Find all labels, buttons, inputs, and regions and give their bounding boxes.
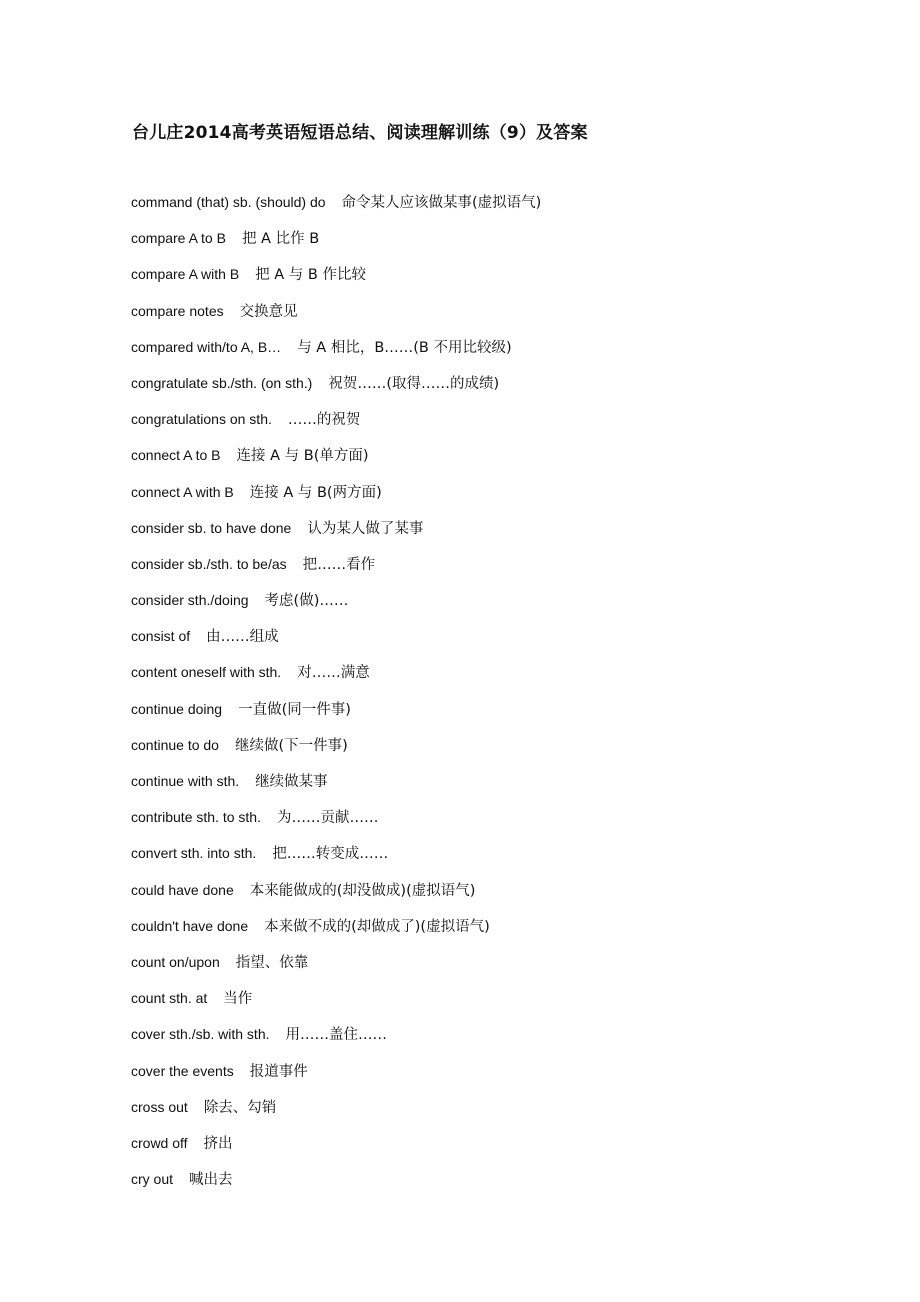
phrase-english: compare A with B bbox=[131, 266, 240, 283]
phrase-entry bbox=[131, 1131, 541, 1167]
phrase-entry bbox=[131, 480, 541, 516]
phrase-english: cross out bbox=[131, 1098, 188, 1115]
document-title: 台儿庄2014高考英语短语总结、阅读理解训练（9）及答案 bbox=[132, 123, 588, 143]
phrase-chinese: 把 A 比作 B bbox=[241, 231, 320, 248]
phrase-entry bbox=[131, 262, 541, 298]
phrase-english: could have done bbox=[131, 881, 234, 898]
phrase-english: compared with/to A, B… bbox=[131, 338, 282, 355]
phrase-chinese: 由……组成 bbox=[206, 629, 279, 646]
phrase-entry bbox=[131, 624, 541, 660]
phrase-entry bbox=[131, 878, 541, 914]
phrase-entry bbox=[131, 769, 541, 805]
phrase-entry bbox=[131, 660, 541, 696]
phrase-entry bbox=[131, 914, 541, 950]
phrase-english: cry out bbox=[131, 1171, 174, 1188]
phrase-english: content oneself with sth. bbox=[131, 664, 282, 681]
phrase-english: connect A with B bbox=[131, 483, 234, 500]
phrase-english: cover the events bbox=[131, 1062, 234, 1079]
phrase-chinese: 连接 A 与 B(单方面) bbox=[236, 448, 369, 465]
phrase-chinese: 挤出 bbox=[203, 1135, 233, 1152]
phrase-entry bbox=[131, 588, 541, 624]
phrase-english: consider sb./sth. to be/as bbox=[131, 555, 287, 572]
phrase-chinese: 把 A 与 B 作比较 bbox=[255, 267, 366, 284]
phrase-entry bbox=[131, 1095, 541, 1131]
phrase-english: continue with sth. bbox=[131, 773, 240, 789]
phrase-chinese: 命令某人应该做某事(虚拟语气) bbox=[341, 195, 542, 211]
phrase-english: contribute sth. to sth. bbox=[131, 809, 261, 826]
phrase-english: continue doing bbox=[131, 700, 223, 717]
phrase-entry bbox=[131, 407, 541, 443]
phrase-chinese: 把……转变成…… bbox=[272, 846, 389, 863]
phrase-english: continue to do bbox=[131, 736, 219, 753]
phrase-chinese: 喊出去 bbox=[189, 1172, 233, 1189]
phrase-chinese: 当作 bbox=[223, 991, 253, 1008]
phrase-entry bbox=[131, 371, 541, 407]
phrase-chinese: 除去、勾销 bbox=[203, 1099, 277, 1116]
phrase-entry bbox=[131, 1167, 541, 1203]
phrase-chinese: 对……满意 bbox=[297, 665, 370, 682]
phrase-chinese: 指望、依靠 bbox=[235, 954, 309, 971]
phrase-chinese: 继续做某事 bbox=[255, 774, 328, 790]
phrase-english: consist of bbox=[131, 628, 191, 645]
phrase-entry bbox=[131, 299, 541, 335]
phrase-chinese: 交换意见 bbox=[239, 303, 298, 320]
phrase-english: crowd off bbox=[131, 1134, 188, 1151]
phrase-chinese: 本来做不成的(却做成了)(虚拟语气) bbox=[264, 918, 490, 935]
phrase-english: couldn't have done bbox=[131, 917, 249, 934]
phrase-chinese: 本来能做成的(却没做成)(虚拟语气) bbox=[249, 882, 476, 899]
phrase-entry bbox=[131, 443, 541, 479]
phrase-chinese: 祝贺……(取得……的成绩) bbox=[328, 375, 500, 392]
phrase-list bbox=[131, 190, 541, 1203]
phrase-english: congratulate sb./sth. (on sth.) bbox=[131, 374, 313, 391]
phrase-entry bbox=[131, 950, 541, 986]
phrase-chinese: 与 A 相比，B……(B 不用比较级) bbox=[297, 339, 512, 356]
phrase-entry bbox=[131, 552, 541, 588]
phrase-english: congratulations on sth. bbox=[131, 411, 272, 428]
phrase-english: consider sb. to have done bbox=[131, 519, 292, 536]
phrase-english: consider sth./doing bbox=[131, 592, 249, 609]
phrase-chinese: 考虑(做)…… bbox=[264, 593, 349, 610]
phrase-english: compare A to B bbox=[131, 230, 226, 247]
phrase-entry bbox=[131, 226, 541, 262]
phrase-entry bbox=[131, 841, 541, 877]
phrase-chinese: ……的祝贺 bbox=[287, 412, 361, 429]
phrase-chinese: 连接 A 与 B(两方面) bbox=[249, 484, 382, 501]
phrase-entry bbox=[131, 805, 541, 841]
phrase-entry bbox=[131, 335, 541, 371]
phrase-chinese: 为……贡献…… bbox=[276, 810, 379, 827]
phrase-chinese: 把……看作 bbox=[302, 556, 376, 573]
phrase-english: convert sth. into sth. bbox=[131, 845, 257, 862]
phrase-entry bbox=[131, 697, 541, 733]
phrase-english: count on/upon bbox=[131, 953, 220, 970]
phrase-chinese: 用……盖住…… bbox=[285, 1027, 387, 1044]
phrase-english: compare notes bbox=[131, 302, 224, 319]
phrase-chinese: 一直做(同一件事) bbox=[238, 701, 351, 718]
phrase-entry bbox=[131, 516, 541, 552]
phrase-entry bbox=[131, 1059, 541, 1095]
phrase-english: count sth. at bbox=[131, 990, 208, 1007]
phrase-english: cover sth./sb. with sth. bbox=[131, 1026, 270, 1043]
phrase-chinese: 认为某人做了某事 bbox=[307, 520, 424, 537]
phrase-entry bbox=[131, 1022, 541, 1058]
phrase-entry bbox=[131, 986, 541, 1022]
phrase-entry bbox=[131, 190, 541, 226]
phrase-chinese: 报道事件 bbox=[249, 1063, 308, 1080]
phrase-english: command (that) sb. (should) do bbox=[131, 194, 326, 210]
phrase-entry bbox=[131, 733, 541, 769]
phrase-english: connect A to B bbox=[131, 447, 221, 464]
phrase-chinese: 继续做(下一件事) bbox=[234, 737, 348, 754]
